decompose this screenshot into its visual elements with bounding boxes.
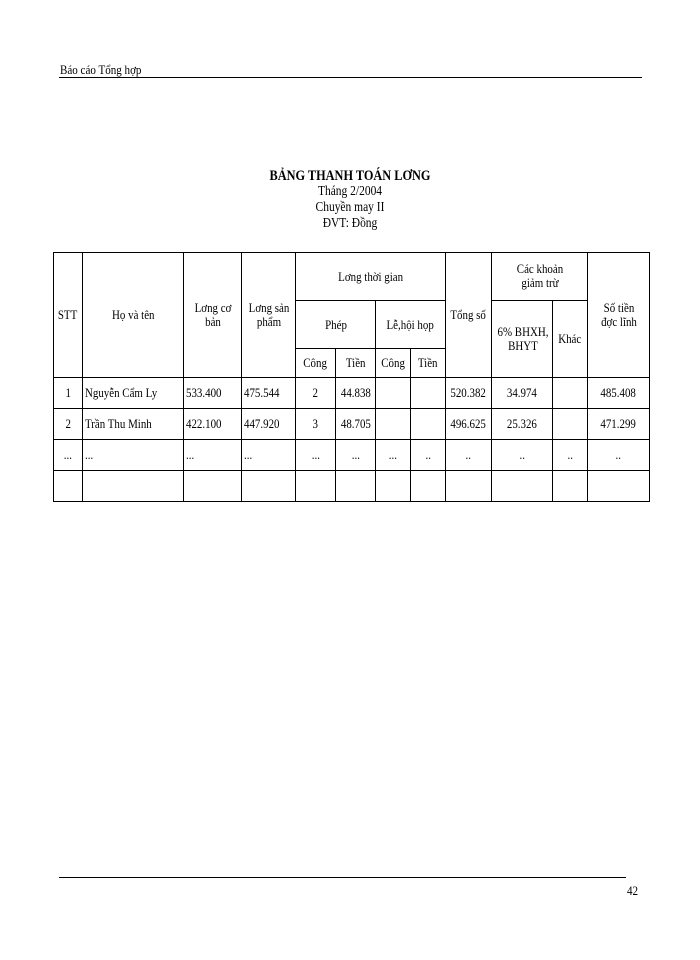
cell-net-pay: 471.299	[588, 409, 650, 440]
cell-name: Nguyễn Cẩm Ly	[83, 378, 184, 409]
cell-insurance	[492, 471, 553, 502]
cell-base-salary: 422.100	[184, 409, 242, 440]
payroll-table	[53, 252, 650, 502]
footer-divider	[59, 877, 626, 878]
document-title: BẢNG THANH TOÁN LƠNG	[269, 168, 431, 184]
cell-product-salary: ...	[242, 440, 296, 471]
header-product-salary: Lơng sản phẩm	[242, 253, 296, 378]
header-net-pay: Số tiền đợc lĩnh	[588, 253, 650, 378]
cell-net-pay: ..	[588, 440, 650, 471]
cell-holiday-days	[376, 471, 411, 502]
cell-holiday-days	[376, 409, 411, 440]
cell-holiday-amount	[411, 378, 446, 409]
cell-product-salary: 475.544	[242, 378, 296, 409]
cell-name: Trần Thu Minh	[83, 409, 184, 440]
table-row	[54, 378, 650, 409]
document-month: Tháng 2/2004	[317, 184, 383, 199]
header-divider	[59, 77, 642, 78]
cell-holiday-days: ...	[376, 440, 411, 471]
cell-stt: 1	[54, 378, 83, 409]
cell-name: ...	[83, 440, 184, 471]
header-leave-days: Công	[296, 349, 336, 378]
cell-leave-amount: ...	[336, 440, 376, 471]
cell-base-salary: ...	[184, 440, 242, 471]
cell-leave-amount: 44.838	[336, 378, 376, 409]
cell-other	[553, 471, 588, 502]
cell-total: 520.382	[446, 378, 492, 409]
cell-insurance: ..	[492, 440, 553, 471]
table-row	[54, 409, 650, 440]
cell-net-pay: 485.408	[588, 378, 650, 409]
cell-total: ..	[446, 440, 492, 471]
header-base-salary: Lơng cơ bản	[184, 253, 242, 378]
header-stt: STT	[54, 253, 83, 378]
cell-other	[553, 409, 588, 440]
cell-stt: 2	[54, 409, 83, 440]
cell-total	[446, 471, 492, 502]
table-row	[54, 440, 650, 471]
cell-stt: ...	[54, 440, 83, 471]
cell-base-salary	[184, 471, 242, 502]
cell-holiday-days	[376, 378, 411, 409]
document-currency: ĐVT: Đồng	[322, 216, 378, 231]
cell-total: 496.625	[446, 409, 492, 440]
header-time-salary: Lơng thời gian	[296, 253, 446, 301]
cell-product-salary	[242, 471, 296, 502]
cell-leave-amount	[336, 471, 376, 502]
report-header-title: Báo cáo Tổng hợp	[60, 62, 142, 77]
header-other: Khác	[553, 301, 588, 378]
cell-leave-days: ...	[296, 440, 336, 471]
cell-other	[553, 378, 588, 409]
cell-holiday-amount	[411, 409, 446, 440]
cell-name	[83, 471, 184, 502]
cell-holiday-amount: ..	[411, 440, 446, 471]
document-unit: Chuyền may II	[315, 200, 385, 215]
cell-leave-days: 3	[296, 409, 336, 440]
header-name: Họ và tên	[83, 253, 184, 378]
header-insurance: 6% BHXH, BHYT	[492, 301, 553, 378]
header-leave-amount: Tiền	[336, 349, 376, 378]
header-total: Tổng số	[446, 253, 492, 378]
cell-product-salary: 447.920	[242, 409, 296, 440]
document-title-block	[0, 168, 700, 232]
cell-net-pay	[588, 471, 650, 502]
cell-insurance: 25.326	[492, 409, 553, 440]
cell-holiday-amount	[411, 471, 446, 502]
cell-other: ..	[553, 440, 588, 471]
header-holiday-amount: Tiền	[411, 349, 446, 378]
cell-leave-days: 2	[296, 378, 336, 409]
page-number: 42	[627, 883, 639, 898]
cell-leave-days	[296, 471, 336, 502]
cell-base-salary: 533.400	[184, 378, 242, 409]
header-leave: Phép	[296, 301, 376, 349]
cell-leave-amount: 48.705	[336, 409, 376, 440]
cell-stt	[54, 471, 83, 502]
cell-insurance: 34.974	[492, 378, 553, 409]
header-holiday: Lễ,hội họp	[376, 301, 446, 349]
header-deductions: Các khoản giảm trừ	[492, 253, 588, 301]
table-row	[54, 471, 650, 502]
header-holiday-days: Công	[376, 349, 411, 378]
